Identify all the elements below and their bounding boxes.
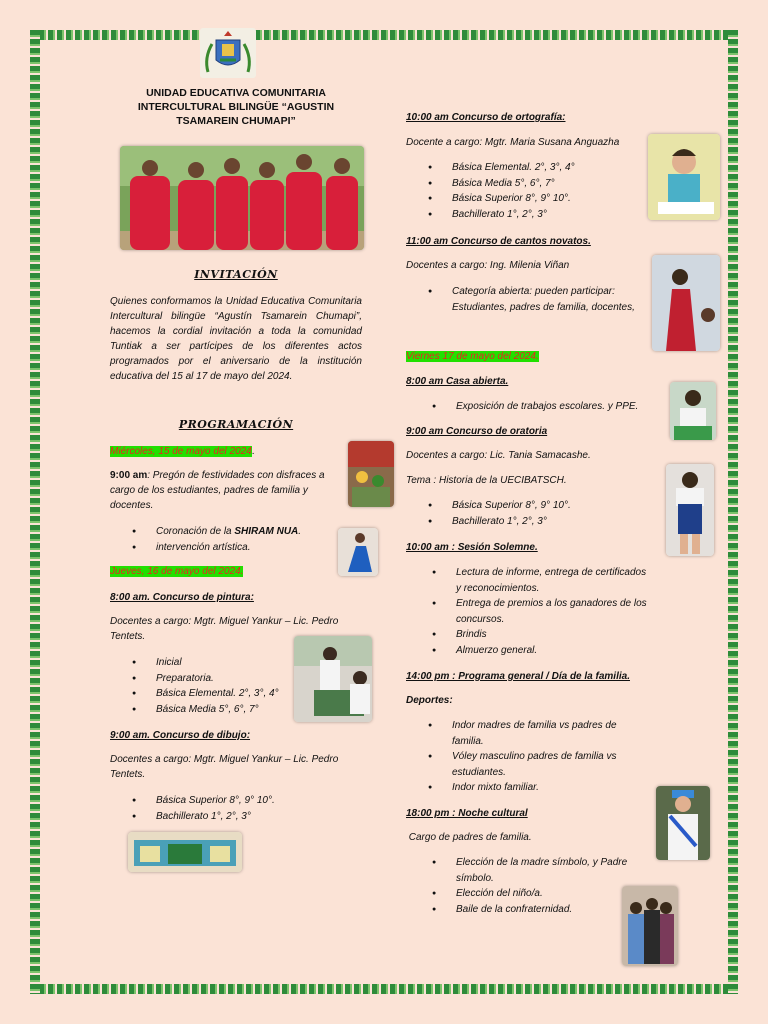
list-item: ● Básica Elemental. 2°, 3°, 4° bbox=[132, 686, 302, 702]
drawing-list bbox=[132, 793, 332, 824]
list-item: ● Brindis bbox=[432, 627, 652, 643]
solemn-list bbox=[432, 565, 652, 658]
solemn-title: 10:00 am : Sesión Solemne. bbox=[406, 542, 538, 553]
queen-photo bbox=[338, 528, 378, 576]
list-item: ● Indor mixto familiar. bbox=[428, 780, 648, 796]
border-left bbox=[30, 30, 40, 994]
list-item: ● Básica Media 5°, 6°, 7° bbox=[428, 176, 648, 192]
list-item: ● Bachillerato 1°, 2°, 3° bbox=[132, 809, 332, 825]
list-item: ● Básica Superior 8°, 9° 10°. bbox=[428, 191, 648, 207]
list-item: ● Básica Elemental. 2°, 3°, 4° bbox=[428, 160, 648, 176]
oratory-topic: Tema : Historia de la UECIBATSCH. bbox=[406, 475, 567, 486]
school-logo-icon bbox=[198, 28, 258, 78]
thursday-date: Jueves, 16 de mayo del 2024. bbox=[110, 566, 244, 577]
list-item: ● Vóley masculino padres de familia vs estudiantes. bbox=[428, 749, 648, 780]
spelling-list bbox=[428, 160, 648, 222]
invitation-text: Quienes conformamos la Unidad Educativa Comunitaria Intercultural bilingüe “Agustín Tsamarein Chumapi”, hacemos la cordial invitación a toda la comunidad Tuntiak a ser partícipes de los diferentes actos programados por el aniversario de la institución educativa del 15 al 17 de mayo del 2024. bbox=[110, 296, 362, 382]
list-item: ● Elección de la madre símbolo, y Padre símbolo. bbox=[432, 855, 632, 886]
songs-title: 11:00 am Concurso de cantos novatos. bbox=[406, 236, 591, 247]
painting-photo bbox=[294, 636, 372, 722]
list-item: ● Preparatoria. bbox=[132, 671, 302, 687]
drawing-title: 9:00 am. Concurso de dibujo: bbox=[110, 730, 251, 741]
spelling-title: 10:00 am Concurso de ortografía: bbox=[406, 112, 566, 123]
cultural-staff: Cargo de padres de familia. bbox=[406, 832, 532, 843]
student-writing-photo bbox=[648, 134, 720, 220]
songs-list bbox=[428, 284, 650, 315]
list-item: ● Inicial bbox=[132, 655, 302, 671]
painting-title: 8:00 am. Concurso de pintura: bbox=[110, 592, 254, 603]
singer-photo bbox=[652, 255, 720, 351]
exhibition-photo bbox=[670, 382, 716, 440]
wednesday-date: Miércoles, 15 de mayo del 2024. bbox=[110, 446, 255, 457]
list-item: ● Categoría abierta: pueden participar: Estudiantes, padres de familia, docentes, bbox=[428, 284, 650, 315]
list-item: ● Coronación de la SHIRAM NUA. bbox=[132, 524, 332, 540]
list-item: ● Básica Superior 8°, 9° 10°. bbox=[132, 793, 332, 809]
drawing-staff: Docentes a cargo: Mgtr. Miguel Yankur – Lic. Pedro Tentets. bbox=[110, 754, 339, 780]
speaker-photo bbox=[666, 464, 714, 556]
songs-staff: Docentes a cargo: Ing. Milenia Viñan bbox=[406, 260, 570, 271]
spelling-staff: Docente a cargo: Mgtr. Maria Susana Anguazha bbox=[406, 137, 620, 148]
group-photo bbox=[120, 146, 364, 250]
list-item: ● Lectura de informe, entrega de certificados y reconocimientos. bbox=[432, 565, 652, 596]
list-item: ● Básica Media 5°, 6°, 7° bbox=[132, 702, 302, 718]
painting-staff: Docentes a cargo: Mgtr. Miguel Yankur – Lic. Pedro Tentets. bbox=[110, 616, 339, 642]
wednesday-list bbox=[132, 524, 332, 555]
list-item: ● Básica Superior 8°, 9° 10°. bbox=[428, 498, 648, 514]
list-item: ● Bachillerato 1°, 2°, 3° bbox=[428, 514, 648, 530]
oratory-title: 9:00 am Concurso de oratoria bbox=[406, 426, 548, 437]
sports-label: Deportes: bbox=[406, 695, 453, 706]
cultural-title: 18:00 pm : Noche cultural bbox=[406, 808, 528, 819]
program-heading: PROGRAMACIÓN bbox=[178, 418, 294, 431]
list-item: ● Indor madres de familia vs padres de familia. bbox=[428, 718, 648, 749]
list-item: ● Entrega de premios a los ganadores de los concursos. bbox=[432, 596, 652, 627]
list-item: ● intervención artística. bbox=[132, 540, 332, 556]
border-top bbox=[30, 30, 738, 40]
school-building-photo bbox=[128, 832, 242, 872]
wednesday-event: 9:00 am: Pregón de festividades con disfraces a cargo de los estudiantes, padres de familia y docentes. bbox=[110, 470, 325, 511]
open-house-list bbox=[432, 399, 662, 415]
list-item: ● Baile de la confraternidad. bbox=[432, 902, 632, 918]
festival-photo bbox=[348, 441, 394, 507]
invitation-heading: INVITACIÓN bbox=[194, 268, 278, 281]
border-right bbox=[728, 30, 738, 994]
list-item: ● Exposición de trabajos escolares. y PPE. bbox=[432, 399, 662, 415]
school-title: UNIDAD EDUCATIVA COMUNITARIA INTERCULTURAL BILINGÜE “AGUSTIN TSAMAREIN CHUMAPI” bbox=[137, 87, 335, 127]
list-item: ● Elección del niño/a. bbox=[432, 886, 632, 902]
cultural-night-photo bbox=[622, 886, 678, 966]
oratory-staff: Docentes a cargo: Lic. Tania Samacashe. bbox=[406, 450, 591, 461]
list-item: ● Almuerzo general. bbox=[432, 643, 652, 659]
friday-date: Viernes 17 de mayo del 2024. bbox=[406, 351, 539, 362]
border-bottom bbox=[30, 984, 738, 994]
sports-list bbox=[428, 718, 648, 796]
family-day-title: 14:00 pm : Programa general / Día de la familia. bbox=[406, 671, 630, 682]
oratory-list bbox=[428, 498, 648, 529]
list-item: ● Bachillerato 1°, 2°, 3° bbox=[428, 207, 648, 223]
cultural-list bbox=[432, 855, 632, 917]
open-house-title: 8:00 am Casa abierta. bbox=[406, 376, 509, 387]
painting-list bbox=[132, 655, 302, 717]
parent-symbol-photo bbox=[656, 786, 710, 860]
